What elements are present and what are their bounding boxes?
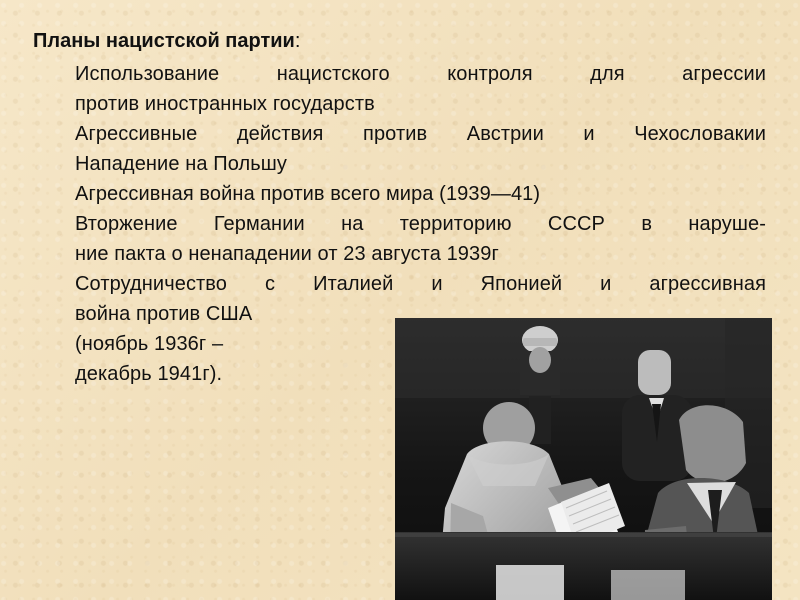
- plan-line-5: Агрессивная война против всего мира (1939—41): [75, 183, 541, 205]
- plan-line-4: Нападение на Польшу: [75, 153, 288, 175]
- plan-line-2: против иностранных государств: [75, 93, 375, 115]
- slide-heading-colon: :: [294, 30, 301, 52]
- slide-heading: [33, 29, 300, 53]
- plan-line-3: Агрессивные действия против Австрии и Чехословакии: [75, 123, 766, 145]
- historical-photo: [395, 318, 772, 600]
- plan-line-9: война против США: [75, 303, 253, 325]
- plan-line-11: декабрь 1941г).: [75, 363, 223, 385]
- plan-line-10: (ноябрь 1936г –: [75, 333, 224, 355]
- slide-heading-text: Планы нацистской партии: [33, 30, 295, 52]
- plan-line-8: Сотрудничество с Италией и Японией и агрессивная: [75, 273, 766, 295]
- plan-line-1: Использование нацистского контроля для агрессии: [75, 63, 766, 85]
- plan-line-7: ние пакта о ненападении от 23 августа 1939г: [75, 243, 499, 265]
- plan-line-6: Вторжение Германии на территорию СССР в наруше-: [75, 213, 766, 235]
